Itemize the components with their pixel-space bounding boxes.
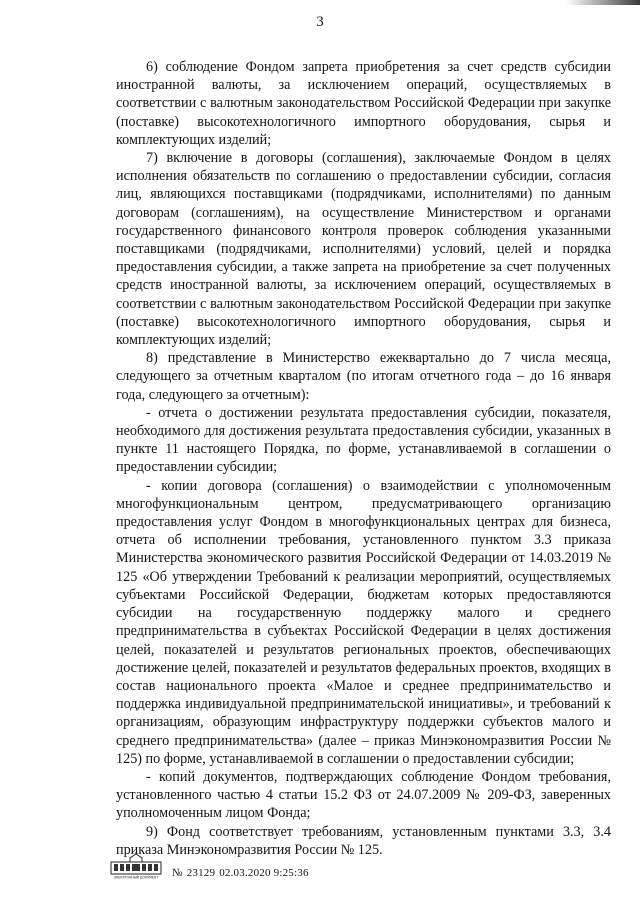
page-number: 3 [316, 14, 324, 30]
scan-edge-mark [566, 0, 640, 5]
document-body [116, 58, 611, 859]
paragraph-item-9: 9) Фонд соответствует требованиям, установленным пунктами 3.3, 3.4 приказа Минэкономразвития России № 125. [116, 823, 611, 858]
electronic-document-stamp-icon [110, 852, 162, 880]
registration-number: 23129 [186, 867, 216, 879]
registration-datetime: 02.03.2020 9:25:36 [219, 867, 309, 879]
paragraph-item-7: 7) включение в договоры (соглашения), заключаемые Фондом в целях исполнения обязательств по соглашению о предоставлении субсидии, согласия лиц, являющихся поставщиками (подрядчиками, исполнителями) по данным договорам (соглашениям), на осуществление Министерством и органами государственного финансового контроля проверок соблюдения указанными поставщиками (подрядчиками, исполнителями) условий, целей и порядка предоставления субсидии, а также запрета на приобретение за счет полученных средств иностранной валюты, за исключением операций, осуществляемых в соответствии с валютным законодательством Российской Федерации при закупке (поставке) высокотехнологичного импортного оборудования, сырья и комплектующих изделий; [116, 150, 611, 349]
number-sign: № [172, 867, 183, 879]
stamp-caption: ЭЛЕКТРОННЫЙ ДОКУМЕНТ [113, 875, 159, 880]
registration-line [172, 867, 313, 879]
paragraph-subitem-report: - отчета о достижении результата предоставления субсидии, показателя, необходимого для достижения результата предоставления субсидии, указанных в пункте 11 настоящего Порядка, по форме, устанавливаемой в соглашении о предоставлении субсидии; [116, 404, 611, 476]
paragraph-subitem-documents-copy: - копий документов, подтверждающих соблюдение Фондом требования, установленного частью 4 статьи 15.2 ФЗ от 24.07.2009 № 209-ФЗ, заверенных уполномоченным лицом Фонда; [116, 768, 611, 822]
paragraph-subitem-agreement-copy: - копии договора (соглашения) о взаимодействии с уполномоченным многофункциональным центром, предусматривающего организацию предоставления услуг Фондом в многофункциональных центрах для бизнеса, отчета об исполнении требования, установленного пунктом 3.3 приказа Министерства экономического развития Российской Федерации от 14.03.2019 № 125 «Об утверждении Требований к реализации мероприятий, осуществляемых субъектами Российской Федерации, бюджетам которых предоставляются субсидии на государственную поддержку малого и среднего предпринимательства в субъектах Российской Федерации в целях достижения целей, показателей и результатов региональных проектов, обеспечивающих достижение целей, показателей и результатов федеральных проектов, входящих в состав национального проекта «Малое и среднее предпринимательство и поддержка индивидуальной предпринимательской инициативы», и требований к организациям, образующим инфраструктуру поддержки субъектов малого и среднего предпринимательства» (далее – приказ Минэкономразвития России № 125) по форме, устанавливаемой в соглашении о предоставлении субсидии; [116, 477, 611, 767]
registration-footer [110, 852, 370, 892]
paragraph-item-8: 8) представление в Министерство ежеквартально до 7 числа месяца, следующего за отчетным кварталом (по итогам отчетного года – до 16 января года, следующего за отчетным): [116, 350, 611, 403]
paragraph-item-6: 6) соблюдение Фондом запрета приобретения за счет средств субсидии иностранной валюты, за исключением операций, осуществляемых в соответствии с валютным законодательством Российской Федерации при закупке (поставке) высокотехнологичного импортного оборудования, сырья и комплектующих изделий; [116, 59, 611, 148]
